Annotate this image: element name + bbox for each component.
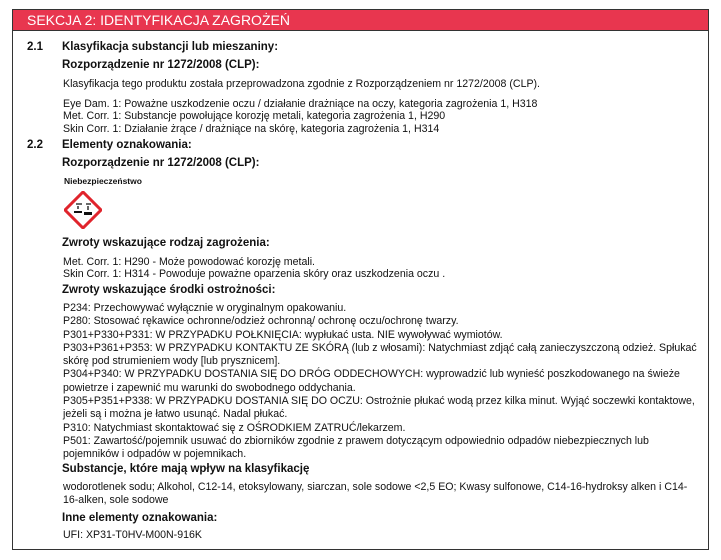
classification-item: Skin Corr. 1: Działanie żrące / drażniące na skórę, kategoria zagrożenia 1, H314: [63, 123, 440, 135]
precaution-line: P303+P361+P353: W PRZYPADKU KONTAKTU ZE SKÓRĄ (lub z włosami): Natychmiast zdjąć całą zanieczyszczoną odzież. Spłukać: [63, 341, 697, 354]
heading-regulation: Rozporządzenie nr 1272/2008 (CLP):: [62, 157, 260, 169]
precaution-line: pojemników i odpadów w pojemnikach.: [63, 448, 247, 461]
substances-line: 16-alken, sole sodowe: [63, 494, 169, 506]
section-header: SEKCJA 2: IDENTYFIKACJA ZAGROŻEŃ: [13, 10, 708, 31]
corrosion-icon: [64, 191, 102, 229]
precaution-line: skórę pod strumieniem wody [lub prysznicem].: [63, 355, 281, 368]
precaution-line: P234: Przechowywać wyłącznie w oryginalnym opakowaniu.: [63, 302, 347, 314]
section-number-2-1: 2.1: [27, 41, 43, 53]
precaution-line: P310: Natychmiast skontaktować się z OŚRODKIEM ZATRUĆ/lekarzem.: [63, 421, 406, 434]
signal-word: Niebezpieczeństwo: [64, 176, 142, 186]
precaution-line: P305+P351+P338: W PRZYPADKU DOSTANIA SIĘ DO OCZU: Ostrożnie płukać wodą przez kilka minut. Wyjąć soczewki kontaktowe,: [63, 395, 695, 408]
precaution-line: P280: Stosować rękawice ochronne/odzież ochronną/ ochronę oczu/ochronę twarzy.: [63, 315, 459, 328]
precautionary-statements: [63, 302, 697, 462]
heading-substances: Substancje, które mają wpływ na klasyfikację: [62, 463, 310, 475]
heading-classification: Klasyfikacja substancji lub mieszaniny:: [62, 41, 279, 53]
precaution-line: jeżeli są i można je łatwo usunąć. Nadal płukać.: [63, 408, 288, 421]
heading-regulation: Rozporządzenie nr 1272/2008 (CLP):: [62, 59, 260, 71]
precaution-line: powietrze i zapewnić mu warunki do swobodnego oddychania.: [63, 381, 356, 394]
precaution-line: P304+P340: W PRZYPADKU DOSTANIA SIĘ DO DRÓG ODDECHOWYCH: wyprowadzić lub wynieść poszkodowanego na świeże: [63, 368, 680, 381]
hazard-statement: Met. Corr. 1: H290 - Może powodować korozję metali.: [63, 256, 315, 268]
heading-precautionary-statements: Zwroty wskazujące środki ostrożności:: [62, 284, 276, 296]
ufi-code: UFI: XP31-T0HV-M00N-916K: [63, 529, 202, 541]
classification-intro: Klasyfikacja tego produktu została przeprowadzona zgodnie z Rozporządzeniem nr 1272/2008 (CLP).: [63, 78, 540, 90]
substances-line: wodorotlenek sodu; Alkohol, C12-14, etoksylowany, siarczan, sole sodowe <2,5 EO; Kwasy sulfonowe, C14-16-hydroksy alken i C14-: [63, 481, 688, 493]
precaution-line: P501: Zawartość/pojemnik usuwać do zbiorników zgodnie z prawem dotyczącym odpowiednio odpadów niebezpiecznych lub: [63, 434, 649, 447]
classification-item: Met. Corr. 1: Substancje powołujące korozję metali, kategoria zagrożenia 1, H290: [63, 110, 446, 122]
section-number-2-2: 2.2: [27, 139, 43, 151]
heading-labelling: Elementy oznakowania:: [62, 139, 192, 151]
hazard-statement: Skin Corr. 1: H314 - Powoduje poważne oparzenia skóry oraz uszkodzenia oczu .: [63, 268, 446, 280]
heading-other-elements: Inne elementy oznakowania:: [62, 512, 218, 524]
section-2-box: [12, 9, 709, 550]
classification-item: Eye Dam. 1: Poważne uszkodzenie oczu / działanie drażniące na oczy, kategoria zagrożenia 1, H318: [63, 98, 538, 110]
precaution-line: P301+P330+P331: W PRZYPADKU POŁKNIĘCIA: wypłukać usta. NIE wywoływać wymiotów.: [63, 328, 503, 341]
heading-hazard-statements: Zwroty wskazujące rodzaj zagrożenia:: [62, 237, 270, 249]
